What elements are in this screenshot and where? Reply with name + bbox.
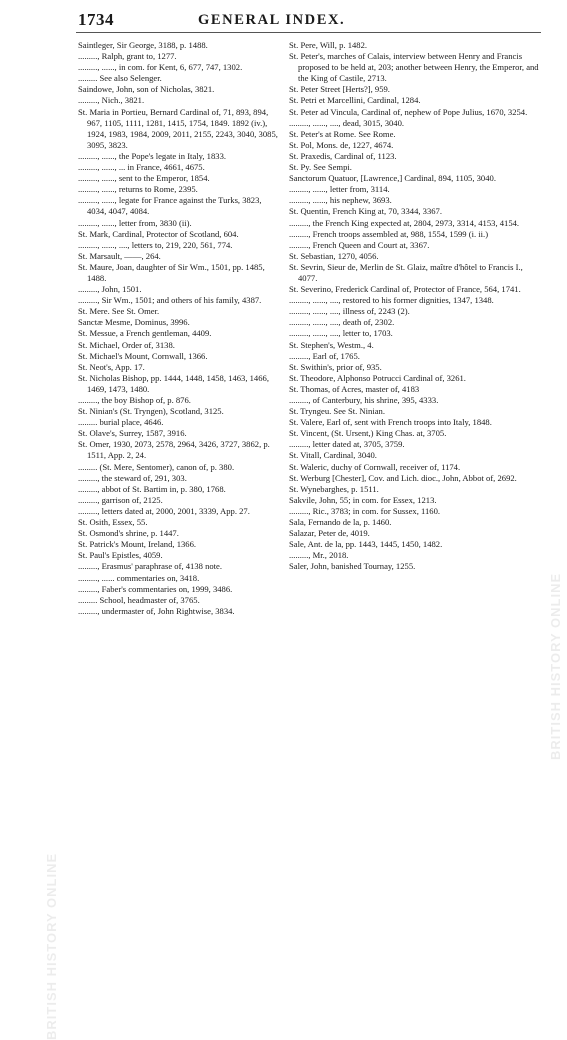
watermark-left xyxy=(44,853,59,1040)
index-entry: Sanctæ Mesme, Dominus, 3996. xyxy=(78,317,190,328)
index-entry: St. Osith, Essex, 55. xyxy=(78,517,148,528)
index-entry: St. Waleric, duchy of Cornwall, receiver of, 1174. xyxy=(289,461,461,472)
index-entry: ........., ......, ... in France, 4661, 4675. xyxy=(78,162,205,173)
index-entry: St. Peter's, marches of Calais, interview between Henry and Francis proposed to be held at, 203; another between Henry, the Emperor, and the King of Castile, 2713. xyxy=(289,51,539,84)
index-entry: St. Thomas, of Acres, master of, 4183 xyxy=(289,383,420,394)
watermark-left-text: BRITISH HISTORY ONLINE xyxy=(44,852,59,1040)
index-entry: ........., the steward of, 291, 303. xyxy=(78,472,187,483)
index-entry: St. Olave's, Surrey, 1587, 3916. xyxy=(78,428,187,439)
watermark-right-text: BRITISH HISTORY ONLINE xyxy=(548,572,563,760)
index-entry: ........., French troops assembled at, 988, 1554, 1599 (i. ii.) xyxy=(289,228,489,239)
index-entry: ........., ......, sent to the Emperor, 1854. xyxy=(78,173,210,184)
index-entry: ........., ......, ...., dead, 3015, 3040. xyxy=(289,117,405,128)
index-entry: ........., Faber's commentaries on, 1999, 3486. xyxy=(78,583,233,594)
index-entry: ........., ......, legate for France against the Turks, 3823, 4034, 4047, 4084. xyxy=(78,195,262,217)
index-entry: ........., letters dated at, 2000, 2001, 3339, App. 27. xyxy=(78,505,250,516)
index-entry: St. Tryngeu. See St. Ninian. xyxy=(289,406,385,417)
index-entry: ........., ......, letter from, 3830 (ii). xyxy=(78,217,192,228)
index-entry: ........., ......, his nephew, 3693. xyxy=(289,195,392,206)
index-list-left xyxy=(78,40,281,617)
index-entry: St. Praxedis, Cardinal of, 1123. xyxy=(289,150,397,161)
index-entry: St. Paul's Epistles, 4059. xyxy=(78,550,163,561)
index-entry: ......... See also Selenger. xyxy=(78,73,162,84)
index-entry: ........., ......, ...., letter to, 1703. xyxy=(289,328,393,339)
index-entry: Saindowe, John, son of Nicholas, 3821. xyxy=(78,84,215,95)
index-list-right xyxy=(289,40,541,573)
index-entry: ........., Earl of, 1765. xyxy=(289,350,360,361)
index-entry: ........., French Queen and Court at, 3367. xyxy=(289,239,430,250)
index-entry: ......... burial place, 4646. xyxy=(78,417,164,428)
page-number: 1734 xyxy=(78,10,114,29)
index-entry: ........., ......, ...., letters to, 219, 220, 561, 774. xyxy=(78,239,233,250)
header-rule xyxy=(76,32,541,33)
index-entry: St. Patrick's Mount, Ireland, 1366. xyxy=(78,539,197,550)
index-entry: St. Wynebarghes, p. 1511. xyxy=(289,483,379,494)
index-entry: St. Michael, Order of, 3138. xyxy=(78,339,175,350)
index-entry: Saintleger, Sir George, 3188, p. 1488. xyxy=(78,40,208,50)
index-entry: St. Maria in Portieu, Bernard Cardinal of, 71, 893, 894, 967, 1105, 1111, 1281, 1415, 1754, 1849. 1892 (iv.), 1924, 1983, 1984, 2009, 2011, 2155, 2243, 3040, 3085, 3095, 3823. xyxy=(78,106,278,150)
index-entry: ........., ......, in com. for Kent, 6, 677, 747, 1302. xyxy=(78,62,243,73)
index-entry: St. Swithin's, prior of, 935. xyxy=(289,361,382,372)
index-entry: St. Sebastian, 1270, 4056. xyxy=(289,250,379,261)
index-entry: ........., garrison of, 2125. xyxy=(78,494,163,505)
index-entry: St. Werburg [Chester], Cov. and Lich. dioc., John, Abbot of, 2692. xyxy=(289,472,517,483)
index-entry: ........., ......, ...., restored to his former dignities, 1347, 1348. xyxy=(289,295,494,306)
index-entry: St. Osmond's shrine, p. 1447. xyxy=(78,528,179,539)
index-entry: ........., the boy Bishop of, p. 876. xyxy=(78,395,191,405)
index-entry: St. Vitall, Cardinal, 3040. xyxy=(289,450,377,461)
index-entry: ........., Mr., 2018. xyxy=(289,550,349,561)
index-entry: ........., John, 1501. xyxy=(78,284,142,295)
index-entry: St. Mark, Cardinal, Protector of Scotland, 604. xyxy=(78,228,239,239)
index-entry: ........., abbot of St. Bartim in, p. 380, 1768. xyxy=(78,483,226,494)
index-entry: St. Maure, Joan, daughter of Sir Wm., 1501, pp. 1485, 1488. xyxy=(78,261,265,283)
index-entry: Sanctorum Quatuor, [Lawrence,] Cardinal, 894, 1105, 3040. xyxy=(289,173,496,184)
index-entry: St. Neot's, App. 17. xyxy=(78,361,145,372)
index-entry: St. Pere, Will, p. 1482. xyxy=(289,40,368,50)
index-entry: St. Petri et Marcellini, Cardinal, 1284. xyxy=(289,95,421,106)
index-entry: Sakvile, John, 55; in com. for Essex, 1213. xyxy=(289,494,437,505)
index-entry: St. Messue, a French gentleman, 4409. xyxy=(78,328,212,339)
index-entry: St. Theodore, Alphonso Potrucci Cardinal of, 3261. xyxy=(289,372,466,383)
index-entry: ......... School, headmaster of, 3765. xyxy=(78,594,200,605)
index-entry: ........., ......, returns to Rome, 2395. xyxy=(78,184,198,195)
index-entry: St. Quentin, French King at, 70, 3344, 3367. xyxy=(289,206,443,217)
index-entry: St. Py. See Sempi. xyxy=(289,162,352,173)
index-entry: ........., ......, ...., death of, 2302. xyxy=(289,317,395,328)
index-entry: St. Peter's at Rome. See Rome. xyxy=(289,128,396,139)
index-entry: ........., ......, ...., illness of, 2243 (2). xyxy=(289,306,410,317)
index-entry: St. Peter ad Vincula, Cardinal of, nephew of Pope Julius, 1670, 3254. xyxy=(289,106,528,117)
index-entry: St. Valere, Earl of, sent with French troops into Italy, 1848. xyxy=(289,417,492,428)
index-entry: St. Omer, 1930, 2073, 2578, 2964, 3426, 3727, 3862, p. 1511, App. 2, 24. xyxy=(78,439,270,461)
index-entry: St. Pol, Mons. de, 1227, 4674. xyxy=(289,139,394,150)
page-title: GENERAL INDEX. xyxy=(198,12,346,28)
watermark-right xyxy=(548,573,563,760)
index-entry: ........., ......, letter from, 3114. xyxy=(289,184,390,195)
page-header xyxy=(78,10,540,32)
index-entry: Sale, Ant. de la, pp. 1443, 1445, 1450, 1482. xyxy=(289,539,443,550)
index-entry: St. Vincent, (St. Ursent,) King Chas. at, 3705. xyxy=(289,428,447,439)
index-entry: ........., of Canterbury, his shrine, 395, 4333. xyxy=(289,395,439,405)
index-entry: ......... (St. Mere, Sentomer), canon of, p. 380. xyxy=(78,461,235,472)
index-entry: ........., Sir Wm., 1501; and others of his family, 4387. xyxy=(78,295,262,306)
index-entry: ........., undermaster of, John Rightwise, 3834. xyxy=(78,605,235,616)
index-entry: ........., Nich., 3821. xyxy=(78,95,145,106)
index-entry: ........., ......, the Pope's legate in Italy, 1833. xyxy=(78,150,227,161)
index-entry: Saler, John, banished Tournay, 1255. xyxy=(289,561,416,572)
index-entry: St. Ninian's (St. Tryngen), Scotland, 3125. xyxy=(78,406,224,417)
index-entry: ........., the French King expected at, 2804, 2973, 3314, 4153, 4154. xyxy=(289,217,520,228)
index-entry: ........., Ralph, grant to, 1277. xyxy=(78,51,177,62)
index-entry: St. Michael's Mount, Cornwall, 1366. xyxy=(78,350,208,361)
index-entry: ........., letter dated at, 3705, 3759. xyxy=(289,439,405,450)
index-entry: Sala, Fernando de la, p. 1460. xyxy=(289,517,392,528)
index-entry: Salazar, Peter de, 4019. xyxy=(289,528,370,539)
index-entry: St. Marsault, ——, 264. xyxy=(78,250,161,261)
index-entry: St. Mere. See St. Omer. xyxy=(78,306,160,317)
index-entry: St. Peter Street [Herts?], 959. xyxy=(289,84,390,95)
index-entry: St. Sevrin, Sieur de, Merlin de St. Glaiz, maître d'hôtel to Francis I., 4077. xyxy=(289,261,523,283)
index-entry: St. Severino, Frederick Cardinal of, Protector of France, 564, 1741. xyxy=(289,284,521,295)
index-entry: St. Stephen's, Westm., 4. xyxy=(289,339,374,350)
index-entry: St. Nicholas Bishop, pp. 1444, 1448, 1458, 1463, 1466, 1469, 1473, 1480. xyxy=(78,372,269,394)
index-entry: ........., ...... commentaries on, 3418. xyxy=(78,572,200,583)
index-entry: ........., Ric., 3783; in com. for Sussex, 1160. xyxy=(289,505,441,516)
index-entry: ........., Erasmus' paraphrase of, 4138 note. xyxy=(78,561,223,572)
